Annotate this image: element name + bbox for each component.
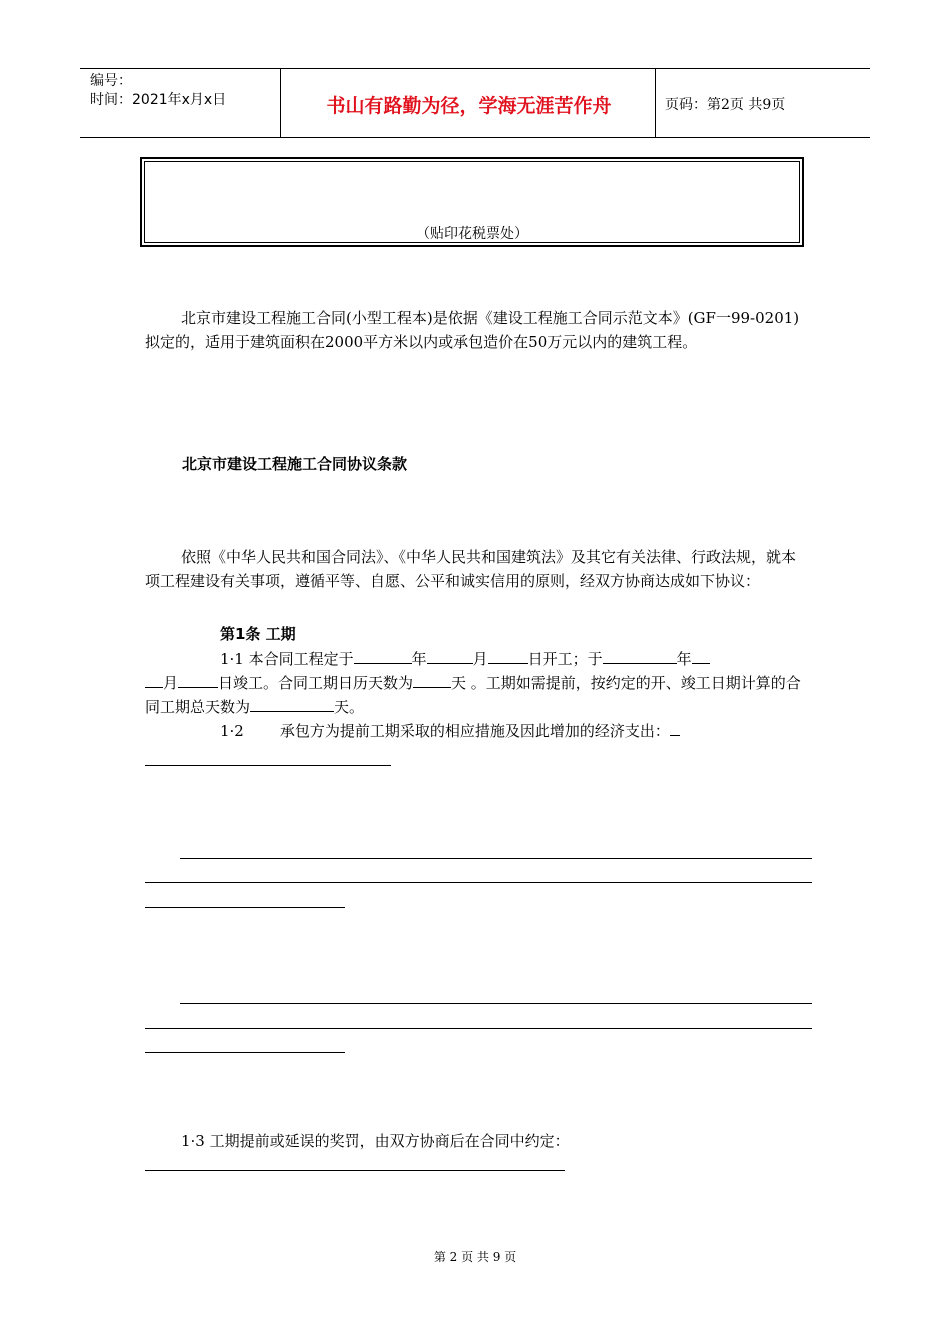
fill-line[interactable] (180, 858, 812, 859)
year-label: 年 (676, 650, 692, 668)
fill-line[interactable] (145, 882, 812, 883)
fill-line[interactable] (145, 1028, 812, 1029)
calendar-days-label: 天 。工期如需提前，按约定的开、竣工日期计算的合同工期总天数为 (145, 674, 801, 716)
header-left (90, 72, 226, 110)
fill-line[interactable] (180, 1003, 812, 1004)
month-label: 月 (163, 674, 179, 692)
fill-line[interactable] (145, 1170, 565, 1171)
document-number-label: 编号： (90, 73, 132, 89)
blank-total-days[interactable] (250, 695, 334, 712)
month-label: 月 (472, 650, 488, 668)
header-divider (655, 69, 656, 137)
document-time-label: 时间：2021年x月x日 (90, 92, 227, 108)
page-footer: 第 2 页 共 9 页 (433, 1250, 517, 1264)
clause-1-1-prefix: 1·1 本合同工程定于 (220, 650, 354, 668)
intro-paragraph: 北京市建设工程施工合同(小型工程本)是依据《建设工程施工合同示范文本》(GF一99-0201)拟定的，适用于建筑面积在2000平方米以内或承包造价在50万元以内的建筑工程。 (145, 309, 800, 351)
start-day-label: 日开工；于 (527, 650, 603, 668)
blank-end-year[interactable] (603, 647, 677, 664)
clause-1-2-number: 1·2 (220, 722, 244, 740)
tax-stamp-box (140, 157, 804, 247)
page-header (80, 68, 870, 138)
blank-start-year[interactable] (354, 647, 412, 664)
clause-1-2 (145, 719, 810, 743)
agreement-title: 北京市建设工程施工合同协议条款 (182, 455, 408, 473)
clause-1-1 (145, 647, 810, 719)
article-1-title: 第1条 工期 (220, 625, 296, 643)
header-divider (280, 69, 281, 137)
header-page-info: 页码：第2页 共9页 (665, 97, 786, 113)
clause-1-2-text: 承包方为提前工期采取的相应措施及因此增加的经济支出： (279, 722, 670, 740)
clause-1-3: 1·3 工期提前或延误的奖罚，由双方协商后在合同中约定： (181, 1132, 570, 1150)
fill-line[interactable] (145, 765, 391, 766)
blank-end-day[interactable] (178, 671, 218, 688)
blank-start-month[interactable] (427, 647, 473, 664)
blank-measures[interactable] (670, 719, 680, 736)
blank-calendar-days[interactable] (413, 671, 451, 688)
year-label: 年 (411, 650, 427, 668)
preamble-paragraph: 依照《中华人民共和国合同法》、《中华人民共和国建筑法》及其它有关法律、行政法规，就本项工程建设有关事项，遵循平等、自愿、公平和诚实信用的原则，经双方协商达成如下协议： (145, 548, 797, 590)
fill-line[interactable] (145, 1052, 345, 1053)
total-days-label: 天。 (334, 698, 365, 716)
blank-end-month-b[interactable] (145, 671, 163, 688)
blank-end-month-a[interactable] (692, 647, 710, 664)
fill-line[interactable] (145, 907, 345, 908)
tax-stamp-label: （贴印花税票处） (416, 226, 528, 242)
blank-start-day[interactable] (488, 647, 528, 664)
end-day-label: 日竣工。合同工期日历天数为 (218, 674, 414, 692)
header-motto: 书山有路勤为径，学海无涯苦作舟 (326, 95, 612, 117)
